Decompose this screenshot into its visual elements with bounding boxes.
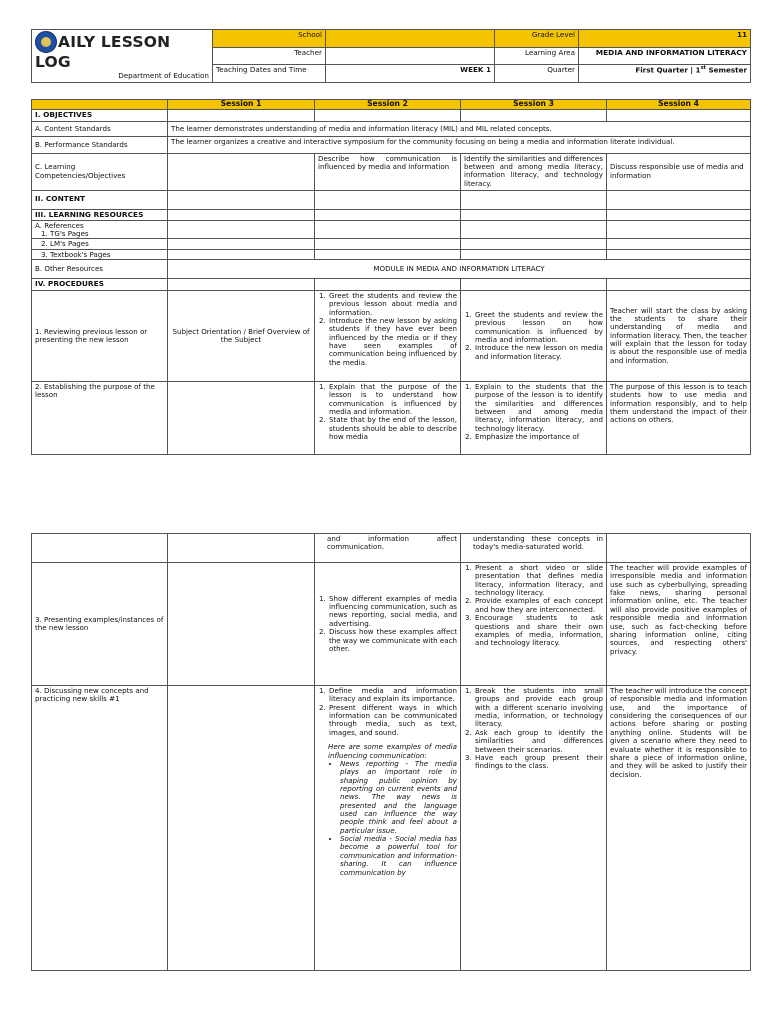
school-label: School [213, 30, 326, 48]
example-news-reporting: • News reporting - The media plays an important role in shaping public opinion by reporting on current events and news. The way news is presented and the language used can influence the way people think and feel about a particular issue. [340, 760, 457, 835]
page-title: AILY LESSON LOG [35, 32, 171, 71]
procedure-2-s1 [168, 381, 315, 454]
procedure-2-cont-label [32, 534, 168, 563]
procedure-2-s4: The purpose of this lesson is to teach students how to use media and information responsibly, and to help them understand the impact of their actions on others. [607, 381, 751, 454]
procedure-4-s4: The teacher will introduce the concept of responsible media and information use, and the importance of considering the consequences of our actions before sharing or posting anything online. Students will be given a scenario where they need to evaluate whether it is responsible to share a piece of information online, and they will be asked to justify their decision. [607, 686, 751, 971]
procedure-3-s1 [168, 563, 315, 686]
content-heading: II. CONTENT [32, 190, 168, 209]
area-label: Learning Area [495, 47, 579, 65]
procedure-2-label: 2. Establishing the purpose of the lesson [32, 381, 168, 454]
session-header-blank [32, 100, 168, 110]
procedure-1-s1: Subject Orientation / Brief Overview of the Subject [168, 290, 315, 381]
school-value [326, 30, 495, 48]
competencies-s1 [168, 153, 315, 190]
logo-cell [32, 30, 213, 83]
procedure-3-label: 3. Presenting examples/instances of the new lesson [32, 563, 168, 686]
session-header-1: Session 1 [168, 100, 315, 110]
dates-label: Teaching Dates and Time [213, 65, 326, 83]
procedure-4-s2: 1. Define media and information literacy and explain its importance. 2. Present different ways in which information can be communicated through media, such as text, images, and sound. Here are some examples of media influencing communication: • News reporting - The media plays an important role in shaping public opinion by reporting on current events and news. The way news is presented and the language used can influence the way people think and feel about a particular issue. • Social media - Social media has become a powerful tool for communication and information-sharing. It can influence communication by [315, 686, 461, 971]
header-table [31, 29, 751, 83]
performance-standards-text: The learner organizes a creative and interactive symposium for the community focusing on being a media and information literate individual. [168, 136, 751, 153]
other-resources-value: MODULE IN MEDIA AND INFORMATION LITERACY [168, 260, 751, 279]
performance-standards-label: B. Performance Standards [32, 136, 168, 153]
session-header-2: Session 2 [315, 100, 461, 110]
references-cell [32, 221, 168, 239]
dates-value: WEEK 1 [326, 65, 495, 83]
procedure-1-s2: 1. Greet the students and review the previous lesson about media and information. 2. Introduce the new lesson by asking students if they have ever been influenced by the media or if they have seen examples of communication being influenced by the media. [315, 290, 461, 381]
content-standards-label: A. Content Standards [32, 121, 168, 136]
procedure-1-s3: 1. Greet the students and review the previous lesson on how communication is influenced by media and information. 2. Introduce the new lesson on media and information literacy. [461, 290, 607, 381]
procedure-3-s4: The teacher will provide examples of irresponsible media and information use such as cyberbullying, spreading fake news, sharing personal information online, etc. The teacher will also provide positive examples of responsible media and information use, such as fact-checking before sharing information online, citing sources, and respecting others' privacy. [607, 563, 751, 686]
session-header-4: Session 4 [607, 100, 751, 110]
procedure-2-cont-s3: understanding these concepts in today's media-saturated world. [461, 534, 607, 563]
objectives-heading: I. OBJECTIVES [32, 109, 168, 121]
procedures-heading: IV. PROCEDURES [32, 279, 168, 291]
procedure-2-s2: 1. Explain that the purpose of the lesson is to understand how communication is influenced by media and information. 2. State that by the end of the lesson, students should be able to describe how media [315, 381, 461, 454]
resources-heading: III. LEARNING RESOURCES [32, 209, 168, 221]
textbook-pages-label: 3. Textbook's Pages [32, 249, 168, 259]
procedure-2-cont-s4 [607, 534, 751, 563]
procedure-2-cont-s2: and information affect communication. [315, 534, 461, 563]
lesson-table-page1 [31, 99, 751, 455]
procedure-4-s1 [168, 686, 315, 971]
procedure-4-label: 4. Discussing new concepts and practicing new skills #1 [32, 686, 168, 971]
quarter-label: Quarter [495, 65, 579, 83]
competencies-s2: Describe how communication is influenced by media and information [315, 153, 461, 190]
procedure-3-s2: 1. Show different examples of media influencing communication, such as news reporting, social media, and advertising. 2. Discuss how these examples affect the way we communicate with each other. [315, 563, 461, 686]
quarter-value: First Quarter | 1st Semester [579, 65, 751, 83]
session-header-3: Session 3 [461, 100, 607, 110]
lesson-table-page2 [31, 533, 751, 971]
procedure-3-s3: 1. Present a short video or slide presentation that defines media literacy, information literacy, and technology literacy. 2. Provide examples of each concept and how they are interconnected. 3. Encourage students to ask questions and share their own examples of media, information, and technology literacy. [461, 563, 607, 686]
lm-pages-label: 2. LM's Pages [32, 239, 168, 249]
competencies-s3: Identify the similarities and differences between and among media literacy, information literacy, and technology literacy. [461, 153, 607, 190]
procedure-2-s3: 1. Explain to the students that the purpose of the lesson is to identify the similarities and differences between and among media literacy, information literacy, and technology literacy. 2. Emphasize the importance of [461, 381, 607, 454]
teacher-value [326, 47, 495, 65]
area-value: MEDIA AND INFORMATION LITERACY [579, 47, 751, 65]
procedure-2-cont-s1 [168, 534, 315, 563]
other-resources-label: B. Other Resources [32, 260, 168, 279]
competencies-label: C. Learning Competencies/Objectives [32, 153, 168, 190]
procedure-1-label: 1. Reviewing previous lesson or presenting the new lesson [32, 290, 168, 381]
grade-value: 11 [579, 30, 751, 48]
tg-pages-label: 1. TG's Pages [41, 228, 89, 238]
references-label: A. References [35, 221, 84, 231]
teacher-label: Teacher [213, 47, 326, 65]
department-label: Department of Education [118, 71, 209, 81]
competencies-s4: Discuss responsible use of media and information [607, 153, 751, 190]
examples-intro: Here are some examples of media influencing communication: [328, 742, 457, 760]
procedure-4-s3: 1. Break the students into small groups and provide each group with a different scenario involving media, information, or technology literacy. 2. Ask each group to identify the similarities and differences between their scenarios. 3. Have each group present their findings to the class. [461, 686, 607, 971]
procedure-1-s4: Teacher will start the class by asking the students to share their understanding of media and information literacy. Then, the teacher will explain that the lesson for today is about the responsible use of media and information. [607, 290, 751, 381]
example-social-media: • Social media - Social media has become a powerful tool for communication and information-sharing. It can influence communication by [340, 835, 457, 877]
content-standards-text: The learner demonstrates understanding of media and information literacy (MIL) and MIL related concepts. [168, 121, 751, 136]
grade-label: Grade Level [495, 30, 579, 48]
deped-seal-icon [35, 31, 57, 53]
